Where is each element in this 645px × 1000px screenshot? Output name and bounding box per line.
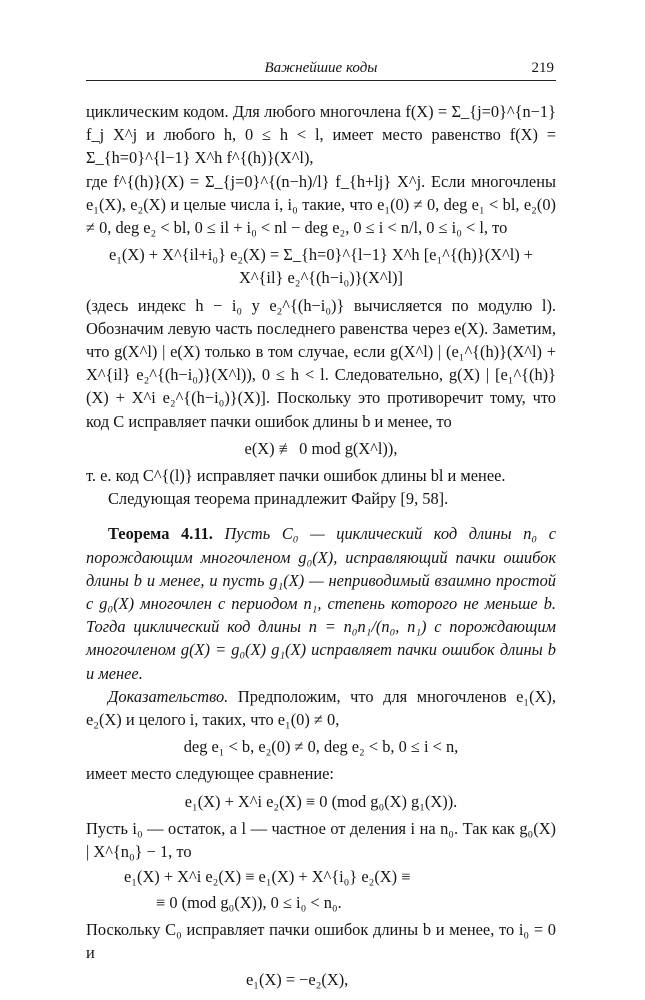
equation-final: e₁(X) = −e₂(X), <box>246 970 349 990</box>
equation-remainder-line1: e₁(X) + X^i e₂(X) ≡ e₁(X) + X^{i₀} e₂(X) ≡ <box>124 867 411 887</box>
page-header <box>86 58 556 81</box>
paragraph-conclusion: т. е. код C^{(l)} исправляет пачки ошибок длины bl и менее. <box>86 466 506 486</box>
paragraph-index-note: (здесь индекс h − i₀ у e₂^{(h−i₀)} вычисляется по модулю l). Обозначим левую часть последнего равенства через e(X). Заметим, что g(X^l) | e(X) только в том случае, если g(X^l) | (e₁^{(h)}(X^l) + X^{il} e₂^{(h−i₀)}(X^l)), 0 ≤ h < l. Следовательно, g(X) | [e₁^{(h)}(X) + X^i e₂^{(h−i₀)}(X)]. Поскольку это противоречит тому, что код C исправляет пачки ошибок длины b и менее, то <box>86 295 556 431</box>
theorem-label: Теорема 4.11. <box>108 524 213 544</box>
equation-sum: e₁(X) + X^{il+i₀} e₂(X) = Σ_{h=0}^{l−1} X^h [e₁^{(h)}(X^l) + X^{il} e₂^{(h−i₀)}(X^l)] <box>108 245 534 288</box>
proof-text: Предположим, что для многочленов e₁(X), e₂(X) и целого i, таких, что e₁(0) ≠ 0, <box>86 686 556 730</box>
paragraph-fire-reference: Следующая теорема принадлежит Файру [9, 58]. <box>108 489 449 509</box>
equation-noncongruence: e(X) ≢ 0 mod g(X^l)), <box>244 438 398 458</box>
paragraph-definition: где f^{(h)}(X) = Σ_{j=0}^{(n−h)/l} f_{h+lj} X^j. Если многочлены e₁(X), e₂(X) и целые числа i, i₀ такие, что e₁(0) ≠ 0, deg e₁ < bl, e₂(0) ≠ 0, deg e₂ < bl, 0 ≤ il + i₀ < nl − deg e₂, 0 ≤ i < n/l, 0 ≤ i₀ < l, то <box>86 171 556 238</box>
paragraph-remainder: Пусть i₀ — остаток, а l — частное от деления i на n₀. Так как g₀(X) | X^{n₀} − 1, то <box>86 818 556 862</box>
proof-label: Доказательство. <box>108 686 229 706</box>
equation-degrees: deg e₁ < b, e₂(0) ≠ 0, deg e₂ < b, 0 ≤ i < n, <box>183 737 459 757</box>
theorem-4-11 <box>86 522 556 684</box>
page-number: 219 <box>531 60 554 76</box>
equation-remainder-line2: ≡ 0 (mod g₀(X)), 0 ≤ i₀ < n₀. <box>156 892 342 912</box>
paragraph-cyclic-code: циклическим кодом. Для любого многочлена f(X) = Σ_{j=0}^{n−1} f_j X^j и любого h, 0 ≤ h < l, имеет место равенство f(X) = Σ_{h=0}^{l−1} X^h f^{(h)}(X^l), <box>86 102 556 168</box>
equation-congruence: e₁(X) + X^i e₂(X) ≡ 0 (mod g₀(X) g₁(X)). <box>184 791 458 811</box>
paragraph-since: Поскольку C₀ исправляет пачки ошибок длины b и менее, то i₀ = 0 и <box>86 919 556 962</box>
page-body <box>86 100 556 995</box>
paragraph-comparison: имеет место следующее сравнение: <box>86 764 334 784</box>
proof-start <box>86 685 556 731</box>
theorem-statement: Пусть C₀ — циклический код длины n₀ с порождающим многочленом g₀(X), исправляющий пачки ошибок длины b и менее, и пусть g₁(X) — неприводимый взаимно простой с g₀(X) многочлен с периодом n₁, степень которого не меньше b. Тогда циклический код длины n = n₀n₁/(n₀, n₁) с порождающим многочленом g(X) = g₀(X) g₁(X) исправляет пачки ошибок длины b и менее. <box>86 524 556 683</box>
running-title: Важнейшие коды <box>264 60 378 76</box>
